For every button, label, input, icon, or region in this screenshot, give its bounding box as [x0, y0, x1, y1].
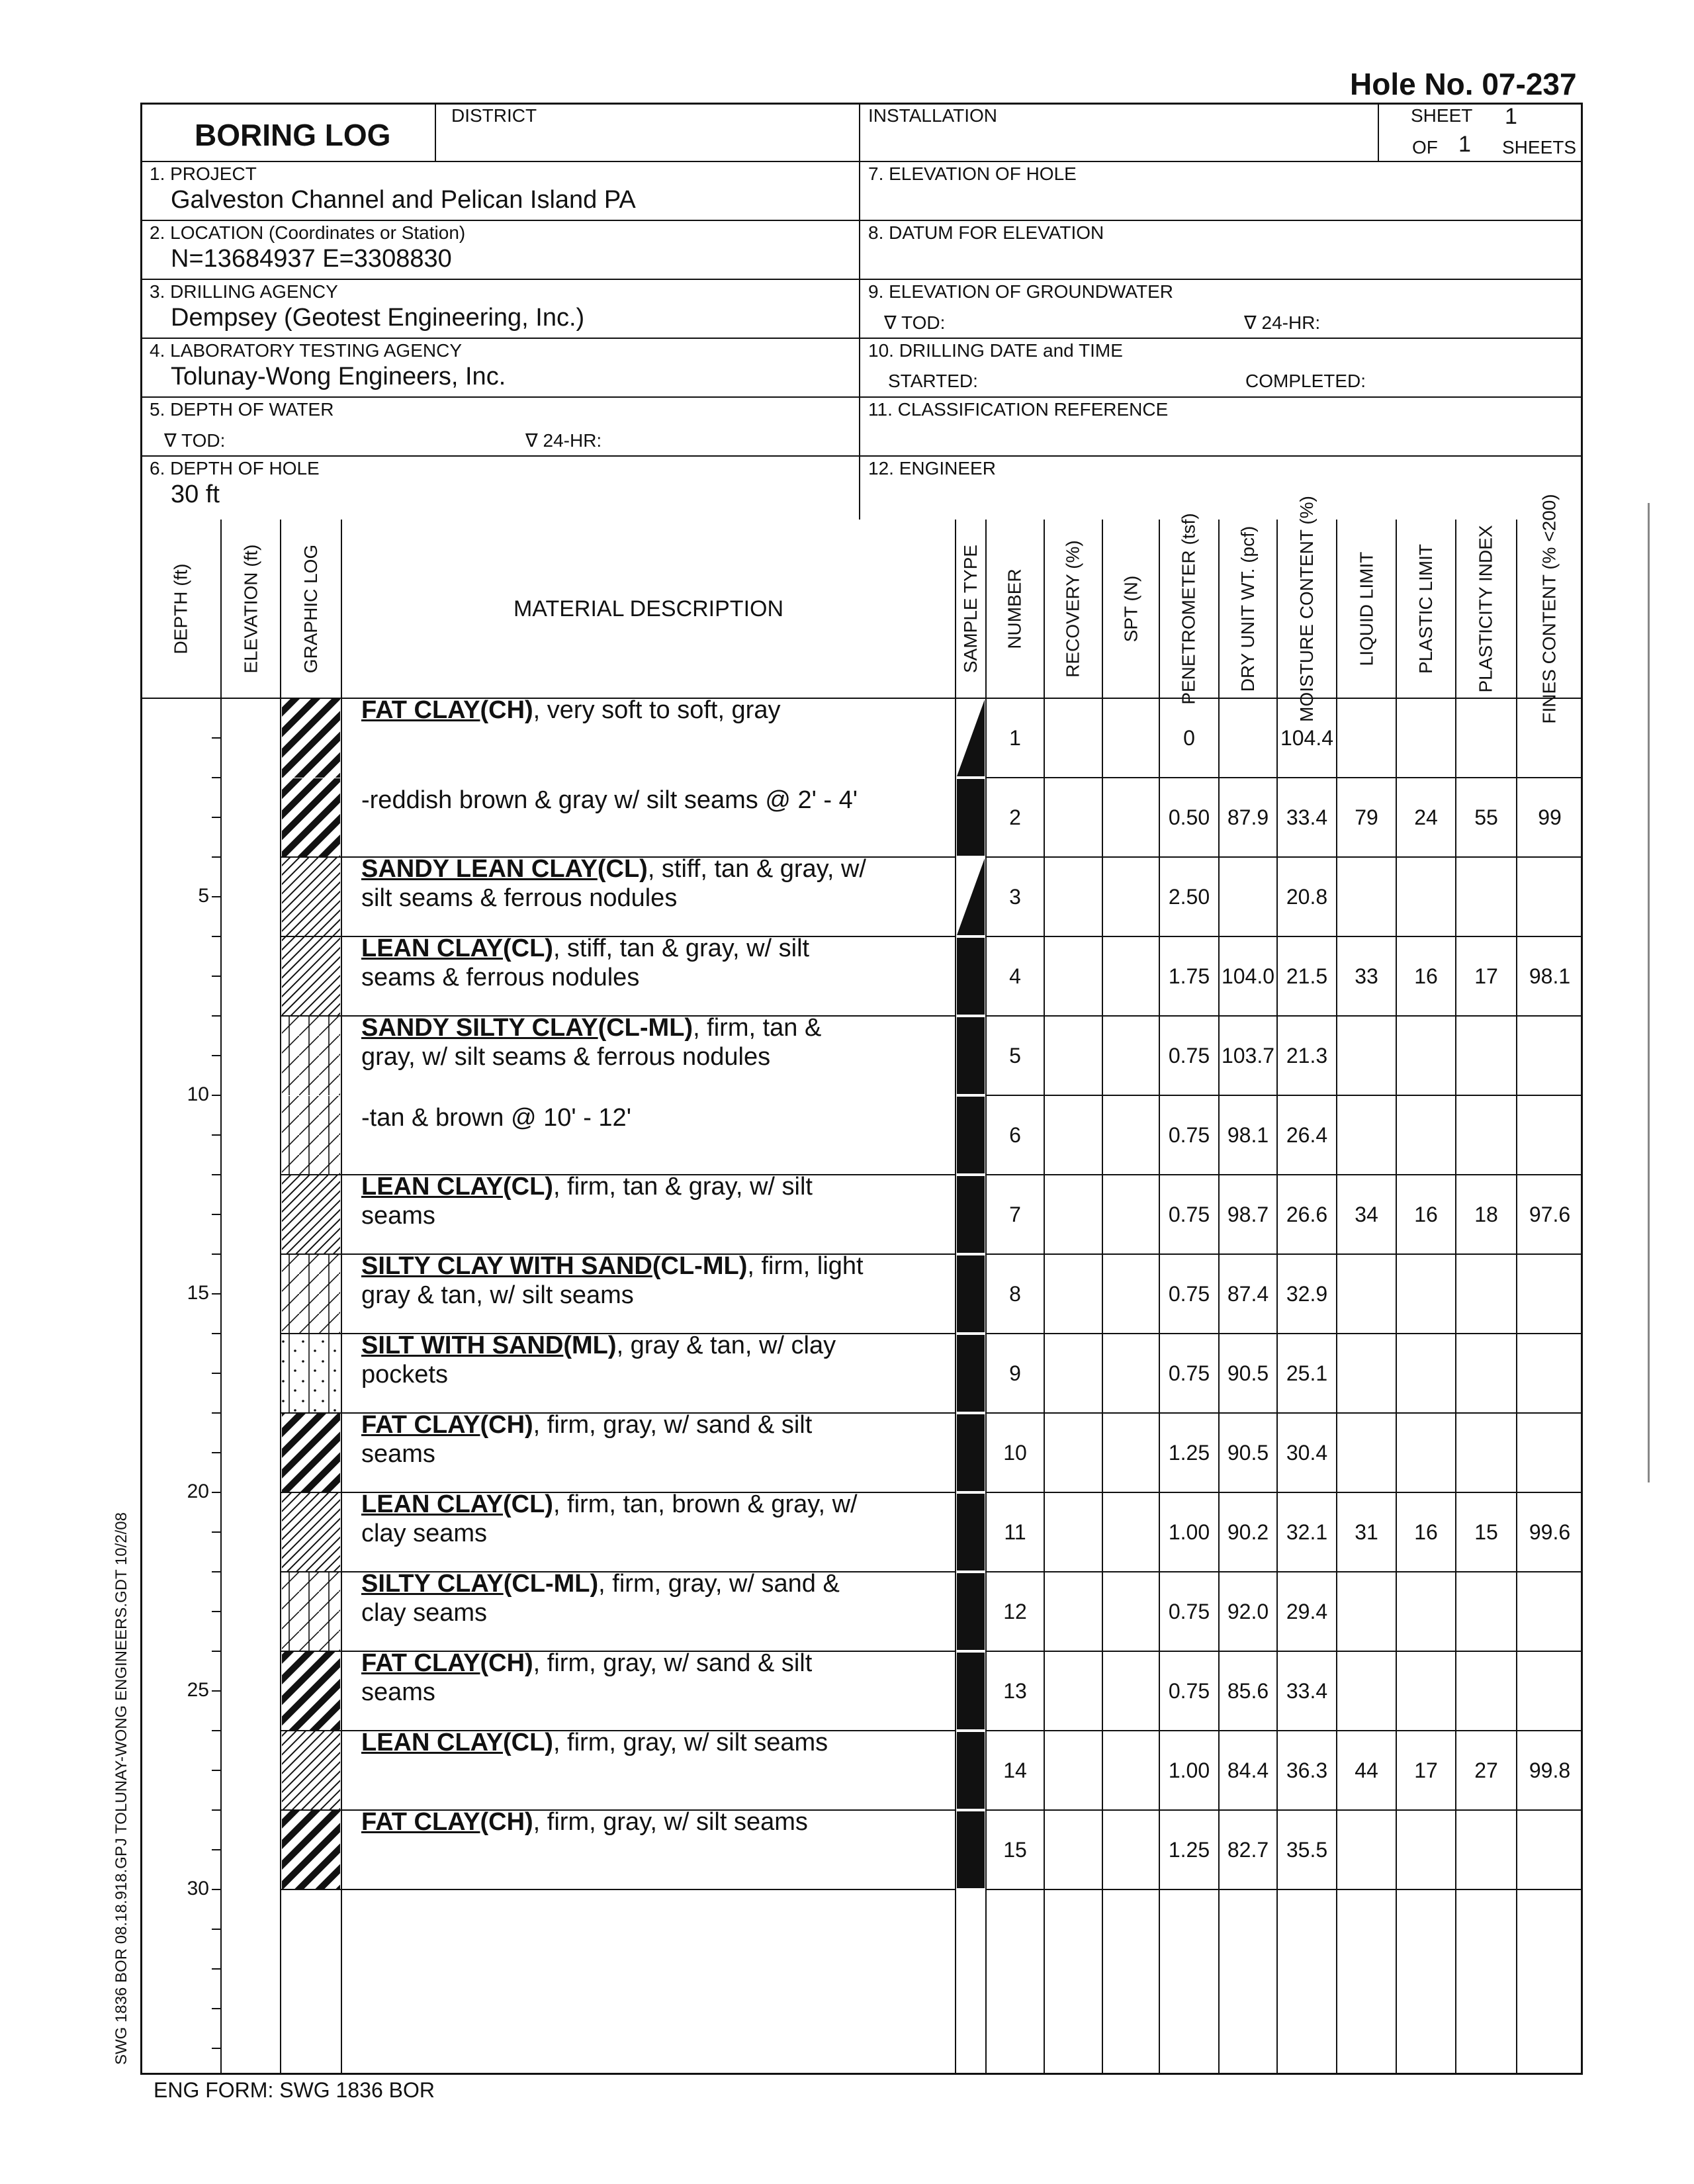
sample-pi: 15: [1474, 1520, 1498, 1544]
col-graphic-log: GRAPHIC LOG: [300, 544, 322, 674]
sheet-number: 1: [1505, 104, 1517, 129]
graphic-log-segment: [282, 937, 340, 1016]
col-depth: DEPTH (ft): [170, 563, 191, 655]
sample-pen: 1.25: [1168, 1441, 1210, 1465]
sample-pen: 0.75: [1168, 1679, 1210, 1703]
sample-pl: 16: [1414, 1203, 1438, 1226]
material-description: [361, 934, 809, 992]
sample-number: 5: [1009, 1044, 1021, 1068]
depth-label: 20: [187, 1480, 209, 1502]
sample-dry: 82.7: [1227, 1838, 1269, 1862]
graphic-log-segment: [282, 1811, 340, 1889]
sample-pl: 16: [1414, 964, 1438, 988]
sample-moist: 32.1: [1286, 1520, 1328, 1544]
depth-label: 25: [187, 1679, 209, 1701]
sample-moist: 104.4: [1280, 726, 1334, 750]
sample-number: 13: [1003, 1679, 1027, 1703]
material-text-line2: gray & tan, w/ silt seams: [361, 1281, 634, 1309]
material-code: (ML): [563, 1332, 617, 1359]
sample-fines: 99.8: [1529, 1758, 1571, 1782]
graphic-log-segment: [282, 1652, 340, 1731]
sample-pen: 0.75: [1168, 1123, 1210, 1147]
material-code: (CH): [480, 1649, 533, 1677]
material-text-line2: seams & ferrous nodules: [361, 964, 640, 991]
material-name: SILT WITH SAND: [361, 1332, 564, 1359]
sample-dry: 103.7: [1221, 1044, 1275, 1068]
sample-moist: 26.4: [1286, 1123, 1328, 1147]
graphic-log-segment: [282, 1572, 340, 1651]
started-label: STARTED:: [888, 371, 978, 391]
sample-pi: 18: [1474, 1203, 1498, 1226]
material-text-line2: gray, w/ silt seams & ferrous nodules: [361, 1043, 771, 1071]
sample-ll: 79: [1355, 805, 1378, 829]
sample-moist: 33.4: [1286, 1679, 1328, 1703]
material-description: [361, 1251, 864, 1310]
sample-dry: 90.5: [1227, 1361, 1269, 1385]
material-description: [361, 854, 866, 913]
sample-number: 4: [1009, 964, 1021, 988]
location-label: 2. LOCATION (Coordinates or Station): [150, 222, 466, 243]
district-label: DISTRICT: [451, 105, 537, 126]
material-name: FAT CLAY: [361, 696, 480, 724]
material-description: [361, 1569, 840, 1627]
sample-pen: 1.25: [1168, 1838, 1210, 1862]
sample-dry: 98.7: [1227, 1203, 1269, 1226]
material-name: SILTY CLAY WITH SAND: [361, 1252, 652, 1280]
sample-number: 11: [1004, 1520, 1026, 1544]
sample-pen: 0.75: [1168, 1044, 1210, 1068]
sample-pen: 0.75: [1168, 1282, 1210, 1306]
sample-ll: 33: [1355, 964, 1378, 988]
col-material: MATERIAL DESCRIPTION: [513, 596, 784, 621]
form-title: BORING LOG: [195, 118, 391, 152]
sample-pen: 1.00: [1168, 1520, 1210, 1544]
sample-type-mark: [957, 858, 985, 935]
material-description: [361, 1490, 858, 1548]
material-code: (CL): [502, 1490, 553, 1518]
graphic-log-segment: [282, 858, 340, 936]
classification-label: 11. CLASSIFICATION REFERENCE: [868, 399, 1169, 420]
material-text: , firm, tan, brown & gray, w/: [553, 1490, 858, 1518]
sample-number: 9: [1009, 1361, 1021, 1385]
material-text-line2: seams: [361, 1678, 435, 1706]
sample-pen: 0.50: [1168, 805, 1210, 829]
material-description: [361, 1649, 812, 1707]
sample-moist: 29.4: [1286, 1600, 1328, 1623]
groundwater-24hr: ∇ 24-HR:: [1244, 312, 1321, 333]
material-code: (CH): [480, 1411, 533, 1439]
completed-label: COMPLETED:: [1245, 371, 1366, 391]
sample-pl: 17: [1414, 1758, 1438, 1782]
material-name: LEAN CLAY: [361, 1490, 503, 1518]
material-text: -reddish brown & gray w/ silt seams @ 2' - 4': [361, 786, 858, 814]
material-text: , gray & tan, w/ clay: [616, 1332, 836, 1359]
sample-pen: 1.75: [1168, 964, 1210, 988]
sample-type-mark: [957, 700, 985, 776]
sample-pen: 0: [1183, 726, 1195, 750]
material-name: LEAN CLAY: [361, 1729, 503, 1756]
sample-moist: 20.8: [1286, 885, 1328, 909]
sample-type-mark: [957, 1335, 985, 1412]
graphic-log-segment: [282, 1096, 340, 1175]
graphic-log-segment: [282, 1731, 340, 1810]
scan-edge: [1648, 503, 1650, 1482]
sample-type-mark: [957, 1414, 985, 1491]
depth-label: 6. DEPTH OF HOLE: [150, 458, 320, 478]
material-description: [361, 696, 780, 725]
sample-moist: 35.5: [1286, 1838, 1328, 1862]
material-text: , firm, tan & gray, w/ silt: [553, 1173, 813, 1201]
of-number: 1: [1458, 132, 1471, 157]
sample-dry: 84.4: [1227, 1758, 1269, 1782]
col-spt: SPT (N): [1120, 575, 1141, 643]
hole-number: Hole No. 07-237: [1350, 67, 1577, 101]
sample-number: 6: [1009, 1123, 1021, 1147]
material-text: , stiff, tan & gray, w/: [647, 855, 866, 883]
material-code: (CL-ML): [503, 1570, 599, 1598]
col-liquid-limit: LIQUID LIMIT: [1356, 551, 1377, 666]
col-fines: FINES CONTENT (% <200): [1539, 494, 1560, 724]
sample-fines: 97.6: [1529, 1203, 1571, 1226]
material-code: (CL-ML): [598, 1014, 693, 1042]
sample-ll: 31: [1355, 1520, 1378, 1544]
graphic-log-segment: [282, 1017, 340, 1095]
sample-moist: 25.1: [1286, 1361, 1328, 1385]
depth-label: 5: [198, 885, 209, 907]
col-moisture: MOISTURE CONTENT (%): [1296, 496, 1317, 722]
graphic-log-segment: [282, 1493, 340, 1572]
sample-type-mark: [957, 1176, 985, 1253]
sample-pi: 27: [1474, 1758, 1498, 1782]
sample-pen: 0.75: [1168, 1203, 1210, 1226]
sample-dry: 90.5: [1227, 1441, 1269, 1465]
sample-pl: 24: [1414, 805, 1438, 829]
sample-moist: 36.3: [1286, 1758, 1328, 1782]
sample-type-mark: [957, 1494, 985, 1570]
sample-type-mark: [957, 1811, 985, 1888]
sample-ll: 44: [1355, 1758, 1378, 1782]
sample-ll: 34: [1355, 1203, 1378, 1226]
material-description: [361, 1103, 631, 1132]
datum-label: 8. DATUM FOR ELEVATION: [868, 222, 1104, 243]
material-text: , stiff, tan & gray, w/ silt: [553, 934, 810, 962]
material-text: -tan & brown @ 10' - 12': [361, 1104, 631, 1132]
graphic-log-segment: [282, 1175, 340, 1254]
material-code: (CL-ML): [652, 1252, 748, 1280]
material-name: SILTY CLAY: [361, 1570, 504, 1598]
depth-value: 30 ft: [171, 480, 220, 508]
material-text: , firm, gray, w/ silt seams: [553, 1729, 828, 1756]
sample-type-mark: [957, 1653, 985, 1729]
graphic-log-segment: [282, 1334, 340, 1413]
sample-number: 15: [1003, 1838, 1027, 1862]
material-text: , firm, tan &: [693, 1014, 822, 1042]
material-text: , firm, gray, w/ sand & silt: [533, 1411, 813, 1439]
material-code: (CL): [502, 1729, 553, 1756]
sample-pen: 2.50: [1168, 885, 1210, 909]
sample-type-mark: [957, 1732, 985, 1809]
installation-label: INSTALLATION: [868, 105, 998, 126]
sample-number: 2: [1009, 805, 1021, 829]
graphic-log-segment: [282, 778, 340, 857]
material-code: (CL): [502, 1173, 553, 1201]
graphic-log-segment: [282, 699, 340, 778]
depth-label: 15: [187, 1282, 209, 1304]
sample-dry: 104.0: [1221, 964, 1275, 988]
groundwater-tod: ∇ TOD:: [884, 312, 946, 333]
sample-type-mark: [957, 779, 985, 856]
location-value: N=13684937 E=3308830: [171, 245, 452, 273]
material-description: [361, 1807, 808, 1837]
depth-label: 30: [187, 1878, 209, 1899]
material-code: (CL): [502, 934, 553, 962]
graphic-log-segment: [282, 1255, 340, 1334]
material-description: [361, 786, 858, 815]
material-description: [361, 1172, 813, 1230]
material-text-line2: silt seams & ferrous nodules: [361, 884, 678, 912]
material-code: (CL): [597, 855, 648, 883]
col-elevation: ELEVATION (ft): [240, 544, 261, 674]
sample-moist: 21.3: [1286, 1044, 1328, 1068]
sample-dry: 87.4: [1227, 1282, 1269, 1306]
material-text-line2: seams: [361, 1202, 435, 1230]
sample-pl: 16: [1414, 1520, 1438, 1544]
groundwater-label: 9. ELEVATION OF GROUNDWATER: [868, 281, 1174, 302]
material-text: , firm, gray, w/ sand &: [598, 1570, 840, 1598]
material-text-line2: pockets: [361, 1361, 448, 1388]
sample-number: 1: [1009, 726, 1021, 750]
graphic-log-segment: [282, 1414, 340, 1492]
project-value: Galveston Channel and Pelican Island PA: [171, 186, 636, 214]
sample-number: 14: [1003, 1758, 1027, 1782]
lab-label: 4. LABORATORY TESTING AGENCY: [150, 340, 463, 361]
sample-moist: 32.9: [1286, 1282, 1328, 1306]
sample-moist: 30.4: [1286, 1441, 1328, 1465]
material-description: [361, 1728, 828, 1757]
material-name: SANDY SILTY CLAY: [361, 1014, 598, 1042]
material-name: FAT CLAY: [361, 1808, 480, 1836]
depth-label: 10: [187, 1083, 209, 1105]
sample-pen: 0.75: [1168, 1600, 1210, 1623]
material-text: , firm, gray, w/ silt seams: [533, 1808, 808, 1836]
sample-dry: 85.6: [1227, 1679, 1269, 1703]
drilling-label: 3. DRILLING AGENCY: [150, 281, 338, 302]
material-text: , firm, light: [747, 1252, 864, 1280]
material-text-line2: clay seams: [361, 1599, 488, 1627]
col-plasticity-index: PLASTICITY INDEX: [1476, 525, 1497, 693]
sample-dry: 98.1: [1227, 1123, 1269, 1147]
material-name: FAT CLAY: [361, 1411, 480, 1439]
material-name: LEAN CLAY: [361, 1173, 503, 1201]
sample-pen: 0.75: [1168, 1361, 1210, 1385]
sheets-label: SHEETS: [1502, 137, 1577, 158]
elevation-label: 7. ELEVATION OF HOLE: [868, 163, 1077, 184]
sample-fines: 99.6: [1529, 1520, 1571, 1544]
sample-fines: 99: [1538, 805, 1562, 829]
sample-pi: 55: [1474, 805, 1498, 829]
engineer-label: 12. ENGINEER: [868, 458, 996, 478]
material-code: (CH): [480, 1808, 533, 1836]
water-24hr: ∇ 24-HR:: [525, 430, 602, 451]
of-label: OF: [1412, 137, 1438, 158]
sample-pi: 17: [1474, 964, 1498, 988]
sample-pen: 1.00: [1168, 1758, 1210, 1782]
col-number: NUMBER: [1004, 569, 1025, 649]
sample-type-mark: [957, 1097, 985, 1173]
col-sample-type: SAMPLE TYPE: [960, 544, 981, 674]
material-description: [361, 1013, 821, 1071]
sheet-label: SHEET: [1411, 105, 1473, 126]
sample-type-mark: [957, 1255, 985, 1332]
sample-fines: 98.1: [1529, 964, 1571, 988]
sample-number: 10: [1003, 1441, 1027, 1465]
sample-type-mark: [957, 938, 985, 1015]
col-penetrometer: PENETROMETER (tsf): [1179, 513, 1199, 705]
project-label: 1. PROJECT: [150, 163, 257, 184]
sample-dry: 92.0: [1227, 1600, 1269, 1623]
col-recovery: RECOVERY (%): [1063, 540, 1083, 678]
sample-dry: 90.2: [1227, 1520, 1269, 1544]
water-tod: ∇ TOD:: [164, 430, 226, 451]
sample-moist: 33.4: [1286, 805, 1328, 829]
material-text: , very soft to soft, gray: [533, 696, 781, 724]
material-description: [361, 1410, 812, 1469]
drilling-value: Dempsey (Geotest Engineering, Inc.): [171, 304, 585, 332]
material-description: [361, 1331, 836, 1389]
material-text-line2: seams: [361, 1440, 435, 1468]
col-plastic-limit: PLASTIC LIMIT: [1415, 543, 1437, 674]
side-text: SWG 1836 BOR 08.18.918.GPJ TOLUNAY-WONG ENGINEERS.GDT 10/2/08: [112, 1512, 130, 2065]
sample-number: 7: [1009, 1203, 1021, 1226]
sample-number: 8: [1009, 1282, 1021, 1306]
col-dry-unit: DRY UNIT WT. (pcf): [1237, 525, 1258, 692]
material-name: FAT CLAY: [361, 1649, 480, 1677]
sample-type-mark: [957, 1573, 985, 1650]
sample-moist: 21.5: [1286, 964, 1328, 988]
form-footer: ENG FORM: SWG 1836 BOR: [154, 2078, 435, 2102]
sample-moist: 26.6: [1286, 1203, 1328, 1226]
material-text-line2: clay seams: [361, 1520, 488, 1547]
material-code: (CH): [480, 696, 533, 724]
date-label: 10. DRILLING DATE and TIME: [868, 340, 1123, 361]
sample-type-mark: [957, 1017, 985, 1094]
water-label: 5. DEPTH OF WATER: [150, 399, 334, 420]
sample-number: 3: [1009, 885, 1021, 909]
lab-value: Tolunay-Wong Engineers, Inc.: [171, 363, 506, 390]
sample-number: 12: [1003, 1600, 1027, 1623]
material-name: LEAN CLAY: [361, 934, 503, 962]
material-text: , firm, gray, w/ sand & silt: [533, 1649, 813, 1677]
material-name: SANDY LEAN CLAY: [361, 855, 598, 883]
sample-dry: 87.9: [1227, 805, 1269, 829]
